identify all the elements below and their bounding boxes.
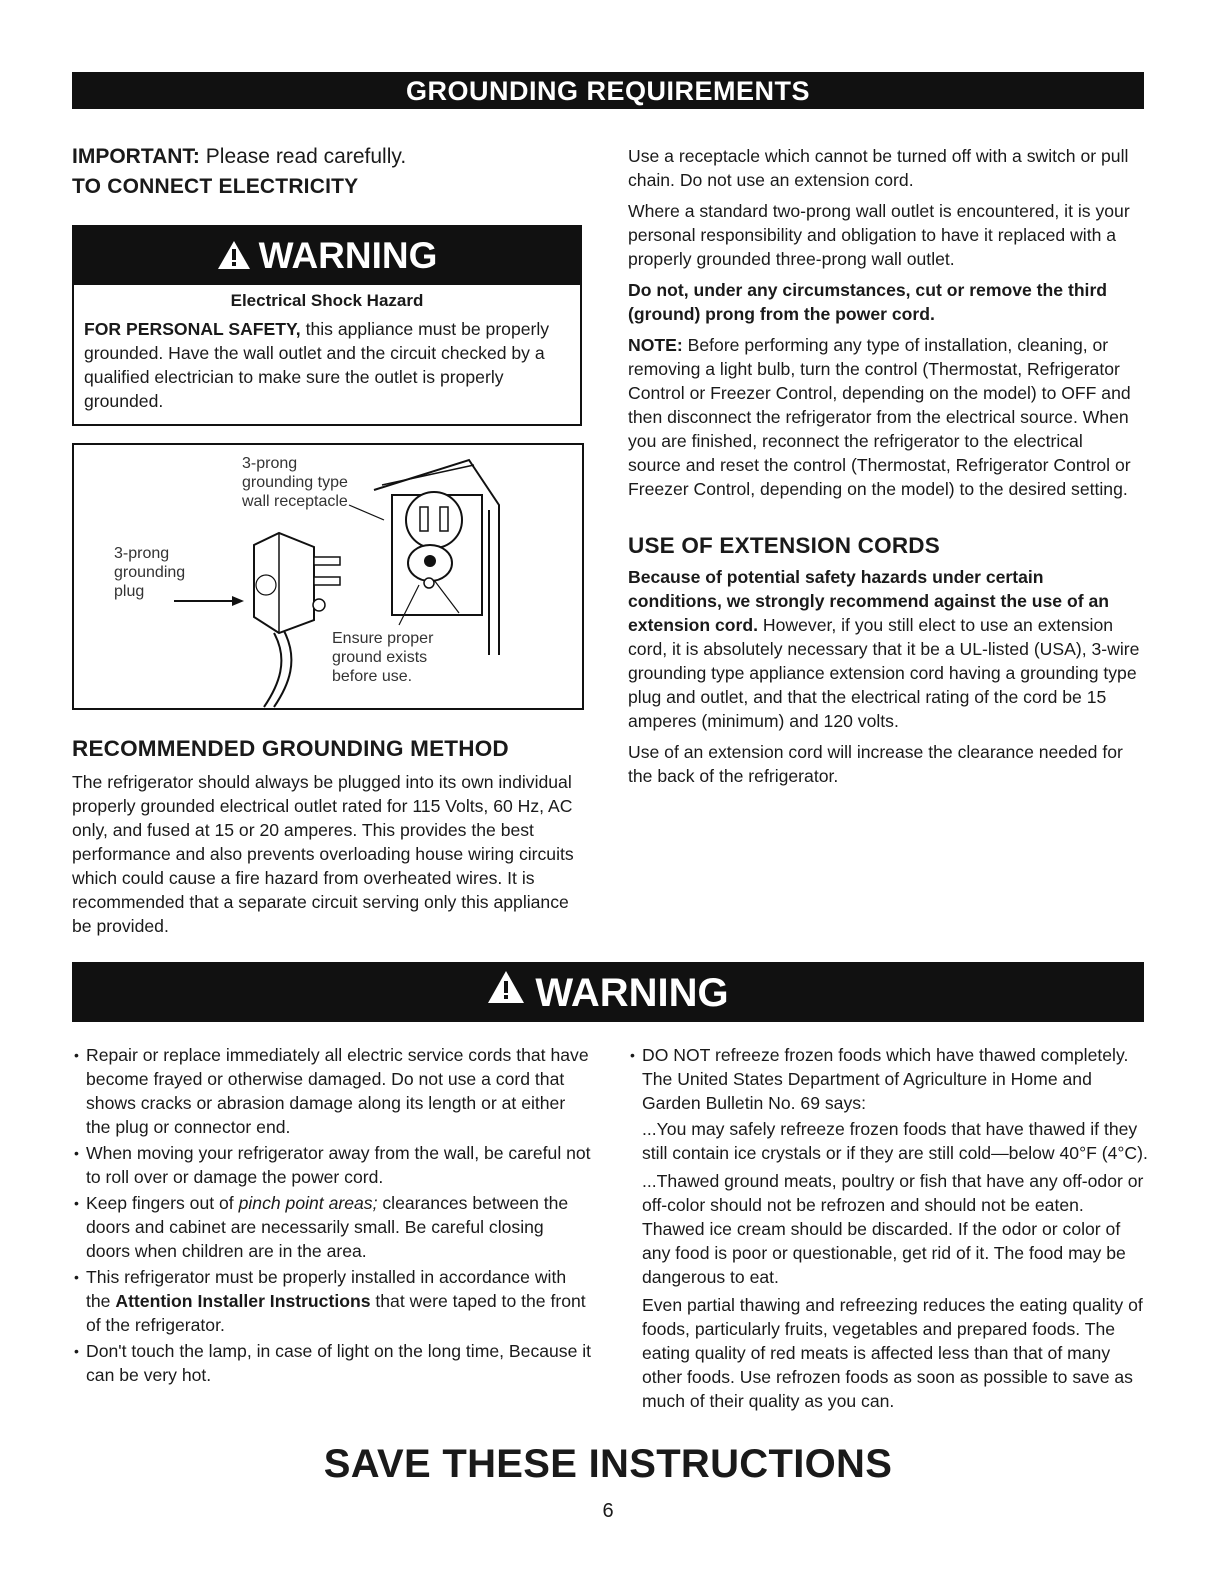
warning-box [72, 225, 582, 426]
note-label: NOTE: [628, 335, 683, 355]
ground-prong-warning: Do not, under any circumstances, cut or remove the third (ground) prong from the power cord. [628, 280, 1108, 324]
warning-list-left [72, 1043, 592, 1389]
warning-box-header [74, 227, 580, 285]
list-item [72, 1265, 592, 1337]
plug-label [114, 544, 185, 601]
extension-heading: USE OF EXTENSION CORDS [628, 533, 940, 558]
warning-list-right [628, 1043, 1148, 1413]
usda-quote-3: Even partial thawing and refreezing reduces the eating quality of foods, particularly fruits, vegetables and prepared foods. The eating quality of red meats is affected less than that of many other foods. Use refrozen foods as soon as possible to save as much of their quality as you can. [642, 1295, 1143, 1411]
note-text: Before performing any type of installation, cleaning, or removing a light bulb, turn the control (Thermostat, Refrigerator Control or Freezer Control, depending on the model) to OFF and then disconnect the refrigerator from the electrical source. When you are finished, reconnect the refrigerator to the electrical source and reset the control (Thermostat, Refrigerator Control or Freezer Control, depending on the model) to the desired setting. [628, 335, 1131, 499]
list-item: • DO NOT refreeze frozen foods which have thawed completely. The United States Department of Agriculture in Home and Garden Bulletin No. 69 says: [628, 1043, 1148, 1115]
save-instructions-title: SAVE THESE INSTRUCTIONS [323, 1442, 893, 1486]
list-item [72, 1191, 592, 1263]
hazard-subtitle: Electrical Shock Hazard [230, 291, 424, 310]
ensure-ground-text: Ensure proper ground exists before use. [332, 630, 434, 685]
warning-box-body: this appliance must be properly grounded. Have the wall outlet and the circuit checked by a qualified electrician to make sure the outlet is properly grounded. [84, 319, 550, 411]
extension-text: However, if you still elect to use an extension cord, it is absolutely necessary that it be a UL-listed (USA), 3-wire grounding type appliance extension cord having a grounding type plug and outlet, and that the electrical rating of the cord be 15 amperes (minimum) and 120 volts. [628, 615, 1140, 731]
receptacle-figure [72, 443, 584, 710]
pinch-pre: Keep fingers out of [86, 1193, 239, 1213]
warning-box-title: WARNING [258, 235, 438, 276]
grounding-method-section [72, 736, 584, 938]
page-number: 6 [602, 1500, 614, 1522]
warning-banner [72, 962, 1144, 1022]
warning-banner-title: WARNING [535, 971, 729, 1015]
clearance-paragraph: Use of an extension cord will increase the clearance needed for the back of the refrigerator. [628, 742, 1123, 786]
warning-triangle-icon [487, 960, 525, 1022]
important-note [72, 142, 584, 172]
install-pre: This refrigerator must be properly installed in accordance with the [86, 1267, 567, 1311]
extension-bold: Because of potential safety hazards under certain conditions, we strongly recommend against the use of an extension cord. [628, 567, 1109, 635]
pinch-post: clearances between the doors and cabinet are necessarily small. Be careful closing doors when children are in the area. [86, 1193, 569, 1261]
receptacle-paragraph: Use a receptacle which cannot be turned off with a switch or pull chain. Do not use an extension cord. [628, 146, 1129, 190]
method-heading: RECOMMENDED GROUNDING METHOD [72, 736, 509, 761]
ensure-ground-label [332, 629, 433, 686]
warning-triangle-icon [217, 229, 251, 287]
important-text: Please read carefully. [199, 145, 407, 168]
note-paragraph [628, 333, 1140, 501]
list-item: • Repair or replace immediately all electric service cords that have become frayed or otherwise damaged. Do not use a cord that shows cracks or abrasion damage along its length or at either the plug or connector end. [72, 1043, 592, 1139]
warning-box-lead: FOR PERSONAL SAFETY, [84, 319, 301, 339]
list-item: • When moving your refrigerator away from the wall, be careful not to roll over or damage the power cord. [72, 1141, 592, 1189]
important-label: IMPORTANT: [72, 145, 200, 168]
extension-paragraph [628, 565, 1140, 733]
install-post: that were taped to the front of the refrigerator. [86, 1291, 586, 1335]
left-column [72, 142, 584, 202]
receptacle-label [242, 454, 348, 511]
pinch-italic: pinch point areas; [238, 1193, 378, 1213]
usda-quote-2: ...Thawed ground meats, poultry or fish that have any off-odor or off-color should not be refrozen and should not be eaten. Thawed ice cream should be discarded. If the odor or color of any food is poor or questionable, get rid of it. The food may be dangerous to eat. [642, 1171, 1144, 1287]
list-item: • Don't touch the lamp, in case of light on the long time, Because it can be very hot. [72, 1339, 592, 1387]
plug-label-text: 3-prong grounding plug [114, 545, 186, 600]
section-banner: GROUNDING REQUIREMENTS [72, 72, 1144, 109]
right-column [628, 144, 1140, 788]
connect-heading: TO CONNECT ELECTRICITY [72, 175, 359, 198]
install-bold: Attention Installer Instructions [115, 1291, 371, 1311]
usda-quote-1: ...You may safely refreeze frozen foods that have thawed if they still contain ice crystals or if they are still cold—below 40°F (4°C). [642, 1119, 1148, 1163]
two-prong-paragraph: Where a standard two-prong wall outlet is encountered, it is your personal responsibility and obligation to have it replaced with a properly grounded three-prong wall outlet. [628, 201, 1130, 269]
method-text: The refrigerator should always be plugged into its own individual properly grounded electrical outlet rated for 115 Volts, 60 Hz, AC only, and fused at 15 or 20 amperes. This provides the best performance and also prevents overloading house wiring circuits which could cause a fire hazard from overheated wires. It is recommended that a separate circuit serving only this appliance be provided. [72, 772, 574, 936]
receptacle-label-text: 3-prong grounding type wall receptacle [242, 455, 348, 510]
warning-box-text [84, 317, 570, 413]
